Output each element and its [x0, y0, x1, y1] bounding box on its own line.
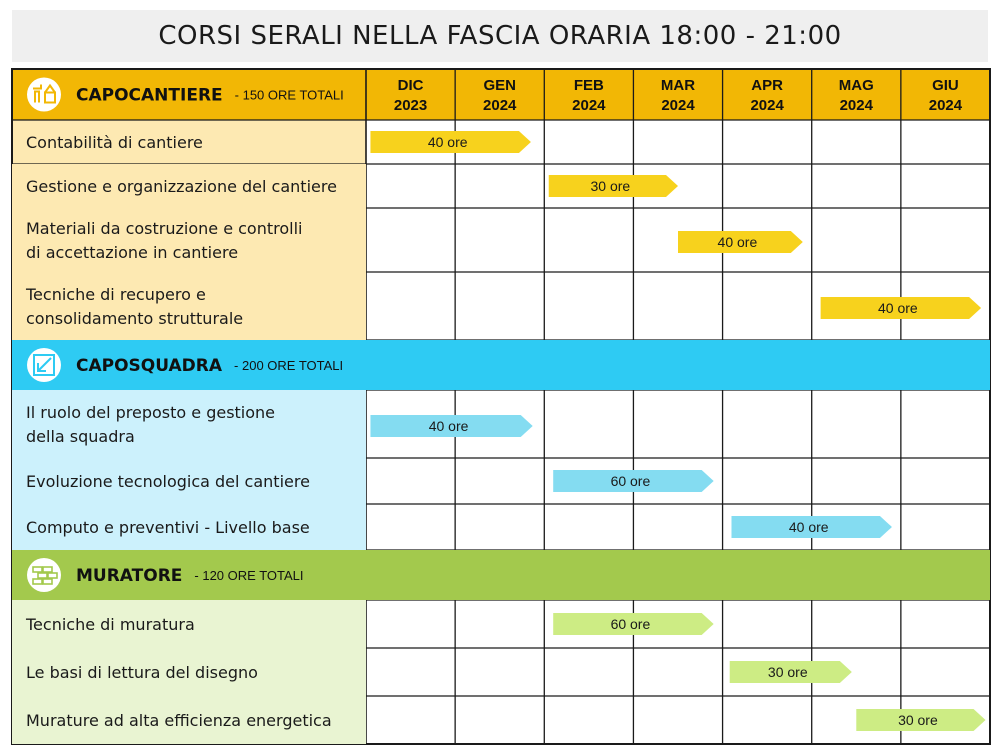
course-bar-label: 40 ore — [878, 300, 918, 316]
course-bar-label: 40 ore — [427, 134, 468, 150]
month-label: GIU — [932, 77, 959, 94]
month-label: MAG — [838, 77, 874, 94]
course-bar-label: 60 ore — [610, 473, 651, 489]
course-row-label-bg — [12, 272, 366, 340]
group-name: CAPOCANTIERE — [76, 85, 223, 106]
course-name: Contabilità di cantiere — [26, 133, 203, 152]
brick-wall-icon — [27, 558, 61, 592]
course-row-label-bg — [12, 208, 366, 272]
year-label: 2024 — [750, 97, 784, 114]
course-name: Le basi di lettura del disegno — [26, 663, 258, 682]
course-bar-label: 40 ore — [428, 418, 469, 434]
course-name: Tecniche di muratura — [26, 615, 195, 634]
year-label: 2024 — [661, 97, 695, 114]
course-name: Evoluzione tecnologica del cantiere — [26, 472, 310, 491]
course-name: Murature ad alta efficienza energetica — [26, 711, 332, 730]
group-total: - 120 ORE TOTALI — [194, 568, 304, 583]
group-total: - 200 ORE TOTALI — [234, 358, 344, 373]
course-name: Materiali da costruzione e controlli di accettazione in cantiere — [26, 219, 303, 262]
tools-icon — [27, 78, 61, 112]
course-name: Computo e preventivi - Livello base — [26, 518, 310, 537]
year-label: 2024 — [839, 97, 873, 114]
course-name: Tecniche di recupero e consolidamento strutturale — [26, 285, 244, 328]
course-bar-label: 30 ore — [898, 712, 938, 728]
course-row-label-bg — [12, 390, 366, 458]
year-label: 2024 — [928, 97, 963, 114]
month-label: FEB — [573, 77, 604, 94]
year-label: 2024 — [483, 97, 517, 114]
course-name: Il ruolo del preposto e gestione della squadra — [26, 403, 276, 446]
chart-title: CORSI SERALI NELLA FASCIA ORARIA 18:00 - 21:00 — [12, 10, 988, 62]
course-bar-label: 40 ore — [717, 234, 758, 250]
group-name: MURATORE — [76, 566, 183, 586]
month-label: MAR — [660, 77, 696, 94]
year-label: 2023 — [393, 97, 428, 114]
blueprint-icon — [27, 348, 61, 382]
month-label: GEN — [483, 77, 516, 94]
course-name: Gestione e organizzazione del cantiere — [26, 177, 337, 196]
course-bar-label: 30 ore — [590, 178, 631, 194]
month-label: APR — [751, 77, 783, 94]
course-bar-label: 60 ore — [610, 616, 651, 632]
year-label: 2024 — [572, 97, 606, 114]
course-bar-label: 30 ore — [767, 664, 808, 680]
course-bar-label: 40 ore — [788, 519, 829, 535]
group-total: - 150 ORE TOTALI — [234, 87, 344, 103]
month-label: DIC — [397, 77, 424, 94]
group-name: CAPOSQUADRA — [76, 356, 223, 376]
